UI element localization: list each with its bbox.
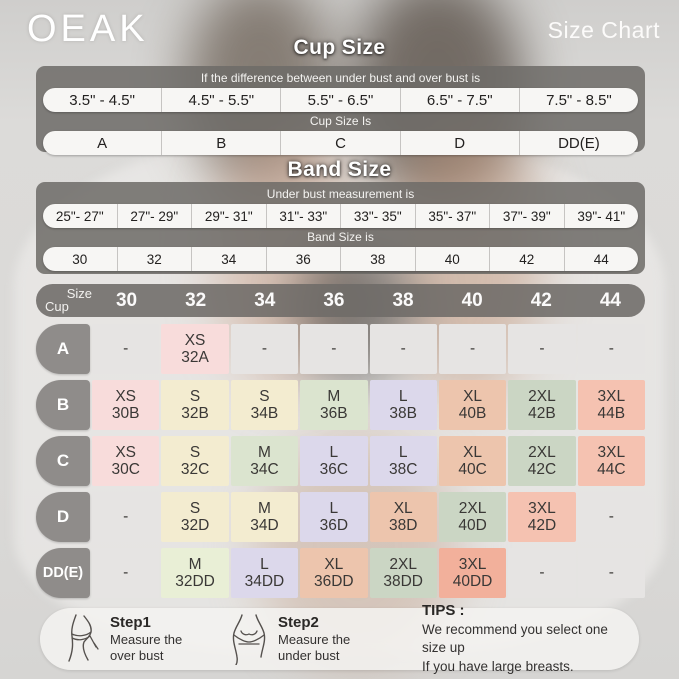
size-label: L	[329, 499, 339, 517]
size-cell	[231, 548, 298, 598]
band-number: 42	[489, 247, 564, 271]
size-code: 30C	[111, 461, 140, 478]
measure-under-bust-icon	[228, 613, 270, 665]
step2-line1: Measure the	[278, 631, 351, 647]
size-code: 38C	[388, 461, 418, 478]
band-size-table	[36, 182, 645, 274]
corner-cup-label: Cup	[45, 299, 69, 314]
size-code: 40DD	[452, 573, 493, 590]
band-number: 32	[117, 247, 192, 271]
size-label: XL	[463, 443, 483, 461]
size-cell	[508, 436, 575, 486]
cup-row-label: A	[36, 324, 90, 374]
size-code: 38B	[389, 405, 417, 422]
matrix-header-row	[36, 284, 645, 317]
cup-letter: B	[161, 131, 280, 155]
matrix-row-d	[36, 492, 645, 542]
size-code: 40B	[458, 405, 487, 422]
cup-letter-row	[43, 131, 638, 155]
matrix-column-header: 44	[599, 289, 621, 311]
size-code: 32D	[180, 517, 210, 534]
size-code: 36D	[319, 517, 349, 534]
band-range: 33"- 35"	[340, 204, 415, 228]
size-code: 44B	[597, 405, 626, 422]
size-cell	[300, 380, 367, 430]
cup-letter: DD(E)	[519, 131, 638, 155]
size-label: L	[398, 387, 408, 405]
band-range: 25"- 27"	[55, 208, 104, 224]
cup-letter: A	[97, 134, 108, 152]
size-cell	[161, 380, 228, 430]
cup-result-label: Cup Size Is	[309, 114, 372, 128]
size-code: 40C	[458, 461, 487, 478]
size-label: L	[398, 443, 408, 461]
size-cell	[370, 436, 437, 486]
size-code: 36B	[320, 405, 348, 422]
size-cell	[92, 380, 159, 430]
size-label: M	[257, 499, 271, 517]
size-cell	[300, 548, 367, 598]
matrix-column-header: 38	[392, 289, 414, 311]
size-label: XS	[184, 331, 206, 349]
size-cell	[439, 548, 506, 598]
size-cell	[92, 492, 159, 542]
size-label: -	[123, 340, 129, 358]
cup-row-label: B	[36, 380, 90, 430]
size-label: -	[539, 340, 545, 358]
size-code: 34D	[250, 517, 279, 534]
corner-size-label: Size	[66, 286, 92, 301]
step2-label: Step2	[278, 613, 319, 631]
tips-label: TIPS :	[422, 602, 465, 620]
size-label: S	[189, 443, 201, 461]
size-cell	[370, 548, 437, 598]
size-cell	[231, 436, 298, 486]
band-condition-label: Under bust measurement is	[266, 187, 415, 201]
cup-letter: C	[280, 131, 399, 155]
size-label: 2XL	[458, 499, 487, 517]
band-number: 36	[266, 247, 341, 271]
size-cell	[370, 492, 437, 542]
cup-size-title: Cup Size	[293, 36, 386, 59]
matrix-row-dd	[36, 548, 645, 598]
size-code: 40D	[458, 517, 487, 534]
band-range: 31"- 33"	[266, 204, 341, 228]
size-code: 32C	[180, 461, 210, 478]
size-label: M	[188, 555, 202, 573]
size-cell	[508, 380, 575, 430]
size-code: 34DD	[244, 573, 285, 590]
band-range-row	[43, 204, 638, 228]
size-cell	[161, 436, 228, 486]
size-label: -	[331, 340, 337, 358]
band-range: 37"- 39"	[489, 204, 564, 228]
step1-block	[110, 614, 228, 665]
cup-range: 7.5" - 8.5"	[519, 88, 638, 112]
size-label: 3XL	[597, 387, 626, 405]
size-cell	[231, 324, 298, 374]
size-label: L	[260, 555, 269, 573]
cup-row-label: DD(E)	[36, 548, 90, 598]
matrix-column-header: 36	[323, 289, 345, 311]
size-cell	[370, 324, 437, 374]
size-label: XS	[115, 443, 137, 461]
cup-row-label: D	[36, 492, 90, 542]
measure-over-bust-icon	[60, 613, 102, 665]
size-label: S	[189, 387, 201, 405]
size-cell	[92, 548, 159, 598]
size-label: -	[608, 564, 614, 582]
brand-logo: OEAK	[27, 8, 149, 50]
size-cell	[578, 548, 645, 598]
cup-condition-label: If the difference between under bust and over bust is	[200, 71, 481, 85]
cup-letter: D	[400, 131, 519, 155]
size-cell	[92, 324, 159, 374]
size-code: 32DD	[175, 573, 215, 590]
cup-range: 4.5" - 5.5"	[161, 88, 280, 112]
size-cell	[508, 492, 575, 542]
size-cell	[231, 380, 298, 430]
size-code: 30B	[111, 405, 140, 422]
size-label: XS	[115, 387, 137, 405]
matrix-row-c	[36, 436, 645, 486]
size-code: 36C	[319, 461, 349, 478]
size-cell	[439, 492, 506, 542]
size-code: 38D	[388, 517, 418, 534]
band-range: 39"- 41"	[564, 204, 639, 228]
size-cell	[231, 492, 298, 542]
size-cell	[508, 548, 575, 598]
size-label: S	[259, 387, 270, 405]
size-label: -	[608, 340, 614, 358]
cup-range: 6.5" - 7.5"	[400, 88, 519, 112]
size-code: 34C	[250, 461, 279, 478]
size-cell	[370, 380, 437, 430]
matrix-column-header: 34	[254, 289, 276, 311]
size-label: L	[329, 443, 339, 461]
matrix-column-header: 42	[530, 289, 552, 311]
size-label: -	[539, 564, 545, 582]
footer-panel	[40, 602, 639, 674]
size-label: M	[327, 387, 341, 405]
size-label: -	[123, 564, 129, 582]
size-label: -	[608, 508, 614, 526]
cup-range: 3.5" - 4.5"	[69, 91, 135, 109]
size-code: 32B	[181, 405, 209, 422]
matrix-column-header: 40	[461, 289, 483, 311]
size-cell	[161, 492, 228, 542]
size-cell	[300, 436, 367, 486]
size-cell	[578, 380, 645, 430]
step1-line2: over bust	[110, 648, 164, 663]
matrix-column-header: 32	[185, 289, 207, 311]
band-range: 27"- 29"	[117, 204, 192, 228]
size-label: -	[400, 340, 406, 358]
tips-line2: If you have large breasts.	[422, 658, 574, 674]
size-code: 42D	[527, 517, 557, 534]
cup-row-label: C	[36, 436, 90, 486]
size-label: 3XL	[597, 443, 626, 461]
size-cell	[439, 324, 506, 374]
band-number-row	[43, 247, 638, 271]
size-cell	[161, 324, 228, 374]
cup-range: 5.5" - 6.5"	[280, 88, 399, 112]
matrix-corner-cell	[36, 284, 92, 317]
size-code: 38DD	[383, 573, 423, 590]
size-cell	[439, 436, 506, 486]
step2-block	[278, 614, 396, 665]
band-number: 38	[340, 247, 415, 271]
size-code: 34B	[250, 405, 279, 422]
matrix-row-a	[36, 324, 645, 374]
page-title: Size Chart	[547, 17, 660, 43]
step2-line2: under bust	[278, 648, 340, 663]
size-cell	[578, 324, 645, 374]
size-label: 3XL	[528, 499, 556, 517]
matrix-row-b	[36, 380, 645, 430]
size-cell	[578, 436, 645, 486]
size-cell	[161, 548, 228, 598]
size-label: -	[261, 340, 268, 358]
band-range: 35"- 37"	[415, 204, 490, 228]
band-number: 44	[564, 247, 639, 271]
size-cell	[508, 324, 575, 374]
step1-line1: Measure the	[110, 631, 183, 647]
size-label: 2XL	[389, 555, 417, 573]
size-code: 42C	[527, 461, 557, 478]
band-number: 34	[191, 247, 266, 271]
size-code: 42B	[528, 405, 556, 422]
tips-line1: We recommend you select one size up	[422, 622, 608, 656]
size-label: -	[469, 340, 476, 358]
matrix-column-header: 30	[115, 289, 138, 311]
size-label: 2XL	[528, 443, 556, 461]
size-code: 44C	[597, 461, 626, 478]
size-label: S	[189, 499, 201, 517]
size-code: 32A	[181, 349, 209, 366]
tips-block	[422, 602, 625, 676]
band-number: 30	[72, 251, 88, 267]
size-label: -	[123, 508, 129, 526]
size-cell	[92, 436, 159, 486]
cup-range-row	[43, 88, 638, 112]
size-label: XL	[324, 555, 344, 573]
size-code: 36DD	[313, 573, 354, 590]
size-label: 3XL	[458, 555, 487, 573]
size-label: XL	[463, 387, 483, 405]
size-cell	[439, 380, 506, 430]
size-cell	[300, 492, 367, 542]
band-size-title: Band Size	[287, 158, 392, 181]
size-cell	[578, 492, 645, 542]
cup-size-table	[36, 66, 645, 152]
band-result-label: Band Size is	[307, 230, 374, 244]
step1-label: Step1	[110, 613, 151, 631]
size-label: M	[257, 443, 271, 461]
size-label: XL	[393, 499, 413, 517]
size-cell	[300, 324, 367, 374]
size-label: 2XL	[528, 387, 556, 405]
band-range: 29"- 31"	[191, 204, 266, 228]
band-number: 40	[415, 247, 490, 271]
